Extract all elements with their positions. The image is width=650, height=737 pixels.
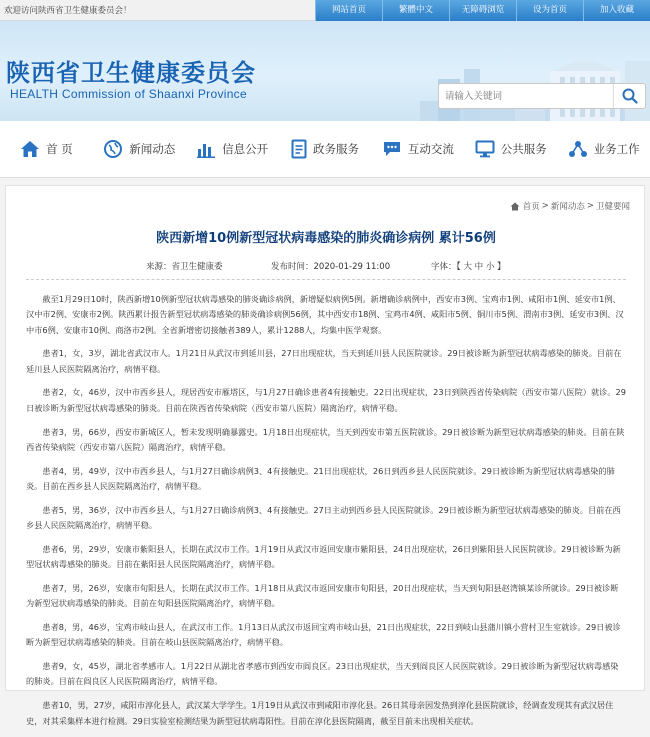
article-body: [26, 292, 626, 737]
breadcrumb-separator: >: [586, 201, 594, 211]
nav-item-label: 新闻动态: [129, 142, 176, 156]
site-title: 陕西省卫生健康委员会: [6, 58, 256, 87]
nav-item-info-disclosure[interactable]: [186, 121, 279, 177]
nav-item-label: 公共服务: [500, 142, 547, 156]
top-bar: [0, 0, 650, 21]
article-paragraph: 患者8，男，46岁，宝鸡市岐山县人，在武汉市工作。1月13日从武汉市返回宝鸡市岐山县，21日出现症状，22日到岐山县蒲川镇小营村卫生室就诊。29日被诊断为新型冠状病毒感染的肺炎。目前在岐山县医院隔离治疗，病情平稳。: [26, 622, 621, 648]
breadcrumb: [510, 200, 630, 212]
article-paragraph: 患者3，男，66岁，西安市新城区人，暂未发现明确暴露史。1月18日出现症状，当天到西安市第五医院就诊。29日被诊断为新型冠状病毒感染的肺炎。目前在陕西省传染病院（西安市第八医院）隔离治疗，病情平稳。: [26, 426, 625, 452]
nav-item-label: 业务工作: [593, 142, 640, 156]
main-nav: [0, 121, 650, 178]
article-title: 陕西新增10例新型冠状病毒感染的肺炎确诊病例 累计56例: [156, 231, 496, 246]
site-banner: [0, 21, 650, 121]
welcome-text: 欢迎访问陕西省卫生健康委员会！: [4, 6, 132, 16]
breadcrumb-home[interactable]: 首页: [522, 202, 540, 212]
nav-item-interaction[interactable]: [371, 121, 464, 177]
article-paragraph: 患者2，女，46岁，汉中市西乡县人，现居西安市雁塔区，与1月27日确诊患者4有接触史。22日出现症状，23日到陕西省传染病院（西安市第八医院）就诊。29日被诊断为新型冠状病毒感染的肺炎。目前在陕西省传染病院（西安市第八医院）隔离治疗，病情平稳。: [26, 387, 626, 413]
article-paragraph: 患者10，男，27岁，咸阳市淳化县人，武汉某大学学生。1月19日从武汉市到咸阳市淳化县。26日其母亲因发热到淳化县医院就诊，经调查发现其有武汉居住史，对其采集样本进行检测。29日实验室检测结果为新型冠状病毒阳性。目前在淳化县医院隔离，截至目前未出现相关症状。: [26, 700, 614, 726]
article-container: [5, 185, 645, 726]
article-paragraph: 患者6，男，29岁，安康市紫阳县人，长期在武汉市工作。1月19日从武汉市返回安康市紫阳县，24日出现症状，26日到紫阳县人民医院就诊。29日被诊断为新型冠状病毒感染的肺炎。目前在紫阳县人民医院隔离治疗，病情平稳。: [26, 543, 621, 570]
breadcrumb-current[interactable]: 卫健要闻: [595, 202, 630, 212]
meta-divider: [26, 279, 626, 280]
home-icon: [20, 140, 40, 158]
globe-icon: [103, 139, 123, 159]
nav-item-public-services[interactable]: [464, 121, 557, 177]
font-size-selector[interactable]: 字体：【 大 中 小 】: [431, 262, 506, 272]
breadcrumb-separator: >: [541, 201, 549, 211]
bar-chart-icon: [196, 140, 216, 158]
nav-item-gov-services[interactable]: [279, 121, 372, 177]
article-time: 发布时间：2020-01-29 11:00: [271, 262, 391, 272]
breadcrumb-news[interactable]: 新闻动态: [550, 202, 585, 212]
nav-item-news[interactable]: [93, 121, 186, 177]
article-paragraph: 患者7，男，26岁，安康市旬阳县人，长期在武汉市工作。1月18日从武汉市返回安康市旬阳县，20日出现症状，当天到旬阳县赵湾镇某诊所就诊。29日被诊断为新型冠状病毒感染的肺炎。目前在旬阳县医院隔离治疗，病情平稳。: [26, 582, 619, 609]
article-paragraph: 患者5，男，36岁，汉中市西乡县人，与1月27日确诊病例3、4有接触史。27日主动到西乡县人民医院就诊。29日被诊断为新型冠状病毒感染的肺炎。目前在西乡县人民医院隔离治疗，病情平稳。: [26, 504, 621, 531]
search-button[interactable]: [613, 84, 645, 108]
search-input[interactable]: [445, 88, 605, 104]
chat-icon: [382, 140, 402, 158]
nav-item-label: 首 页: [46, 142, 73, 156]
article-paragraph: 患者1，女，3岁，湖北省武汉市人。1月21日从武汉市到延川县，27日出现症状，当天到延川县人民医院就诊。29日被诊断为新型冠状病毒感染的肺炎。目前在延川县人民医院隔离治疗，病情平稳。: [26, 348, 622, 374]
accessibility-link[interactable]: 无障碍浏览: [449, 0, 516, 21]
article-paragraph: 患者9，女，45岁，湖北省孝感市人。1月22日从湖北省孝感市到西安市阎良区。23日出现症状，当天到阎良区人民医院就诊。29日被诊断为新型冠状病毒感染的肺炎。目前在阎良区人民医院隔离治疗，病情平稳。: [26, 661, 619, 687]
search-box: [438, 83, 646, 109]
top-links: [315, 0, 650, 21]
nav-item-business[interactable]: [557, 121, 650, 177]
monitor-icon: [475, 140, 495, 158]
traditional-chinese-link[interactable]: 繁體中文: [382, 0, 449, 21]
article-paragraph: 截至1月29日10时，陕西新增10例新型冠状病毒感染的肺炎确诊病例，新增疑似病例5例。新增确诊病例中，西安市3例、宝鸡市1例、咸阳市1例、延安市1例、汉中市2例、安康市2例。陕西累计报告新型冠状病毒感染的肺炎确诊病例56例，其中西安市18例、宝鸡市4例、咸阳市5例、铜川市5例、渭南市3例、延安市3例、汉中市6例、安康市10例、商洛市2例。全省新增密切接触者389人，累计1288人，均集中医学观察。: [26, 294, 624, 335]
nav-item-label: 政务服务: [313, 142, 359, 156]
site-subtitle: HEALTH Commission of Shaanxi Province: [10, 87, 247, 101]
network-icon: [568, 140, 588, 158]
house-icon: [510, 202, 520, 211]
site-home-link[interactable]: 网站首页: [315, 0, 382, 21]
document-icon: [291, 139, 307, 159]
article-meta: [26, 256, 626, 276]
article-source: 来源：省卫生健康委: [146, 262, 223, 272]
nav-item-label: 信息公开: [222, 142, 269, 156]
nav-item-home[interactable]: [0, 121, 93, 177]
search-icon: [622, 88, 638, 104]
nav-item-label: 互动交流: [407, 142, 454, 156]
set-homepage-link[interactable]: 设为首页: [516, 0, 583, 21]
add-favorite-link[interactable]: 加入收藏: [583, 0, 650, 21]
article-paragraph: 患者4，男，49岁，汉中市西乡县人，与1月27日确诊病例3、4有接触史。21日出现症状，26日到西乡县人民医院就诊。29日被诊断为新型冠状病毒感染的肺炎。目前在西乡县人民医院隔离治疗，病情平稳。: [26, 465, 615, 491]
